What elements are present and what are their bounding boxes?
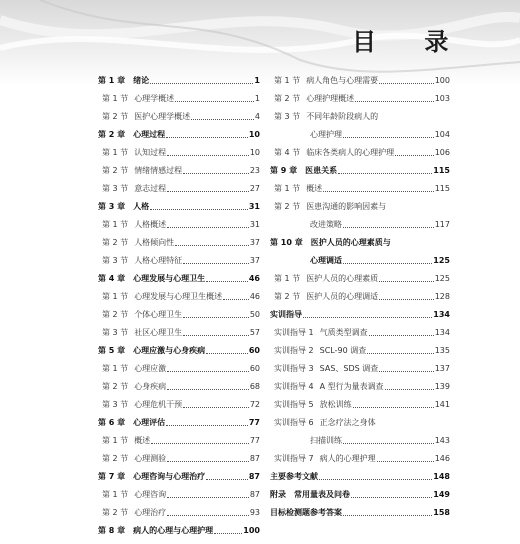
toc-entry-number: 第 3 节 bbox=[102, 328, 129, 337]
toc-entry-title: 医患沟通的影响因素与 bbox=[306, 202, 387, 211]
toc-entry-number: 第 2 节 bbox=[102, 166, 129, 175]
toc-entry-page: 4 bbox=[254, 112, 260, 121]
toc-entry bbox=[98, 436, 260, 454]
dot-leader bbox=[303, 310, 432, 318]
toc-entry-number: 第 5 章 bbox=[98, 346, 126, 355]
toc-entry-title: 情绪情感过程 bbox=[134, 166, 183, 175]
dot-leader bbox=[167, 490, 249, 498]
toc-entry-page: 87 bbox=[249, 454, 260, 463]
toc-entry-title: 医患关系 bbox=[305, 166, 338, 175]
toc-entry-title: 医护人员的心理调适 bbox=[306, 292, 379, 301]
toc-entry-number: 实训指导 1 bbox=[274, 328, 314, 337]
toc-entry-number: 第 3 节 bbox=[102, 256, 129, 265]
toc-entry-number: 第 3 节 bbox=[102, 400, 129, 409]
toc-entry-page: 37 bbox=[249, 256, 260, 265]
toc-entry-title: 心理发展与心理卫生 bbox=[133, 274, 206, 283]
toc-entry-page: 60 bbox=[248, 346, 260, 355]
toc-entry bbox=[270, 490, 450, 508]
toc-entry-title: 认知过程 bbox=[134, 148, 167, 157]
toc-entry bbox=[270, 346, 450, 364]
toc-entry-title: 放松训练 bbox=[319, 400, 352, 409]
toc-entry-number: 第 1 节 bbox=[274, 76, 301, 85]
dot-leader bbox=[151, 436, 249, 444]
toc-entry-number: 实训指导 5 bbox=[274, 400, 314, 409]
toc-entry bbox=[270, 94, 450, 112]
toc-entry-page: 72 bbox=[249, 400, 260, 409]
dot-leader bbox=[150, 202, 248, 210]
toc-entry-title: 医护人员的心理素质 bbox=[306, 274, 379, 283]
toc-entry-title: 病人的心理与心理护理 bbox=[133, 526, 214, 535]
toc-entry-title: SCL-90 调查 bbox=[319, 346, 367, 355]
dot-leader bbox=[395, 148, 434, 156]
toc-entry bbox=[270, 292, 450, 310]
toc-entry-title: 心理发展与心理卫生概述 bbox=[134, 292, 223, 301]
toc-entry-page: 23 bbox=[249, 166, 260, 175]
toc-entry-page: 125 bbox=[434, 274, 450, 283]
toc-entry bbox=[98, 274, 260, 292]
toc-entry-page: 1 bbox=[254, 76, 260, 85]
toc-entry-title: 人格概述 bbox=[134, 220, 167, 229]
toc-entry-title: 心理护理概述 bbox=[306, 94, 355, 103]
dot-leader bbox=[167, 364, 249, 372]
toc-entry-page: 158 bbox=[433, 508, 450, 517]
toc-entry-number: 第 1 节 bbox=[274, 184, 301, 193]
toc-entry-page: 68 bbox=[249, 382, 260, 391]
toc-entry bbox=[98, 112, 260, 130]
dot-leader bbox=[167, 382, 249, 390]
toc-entry bbox=[98, 292, 260, 310]
dot-leader bbox=[351, 490, 432, 498]
toc-entry-page: 10 bbox=[248, 130, 260, 139]
toc-entry-number: 第 1 节 bbox=[102, 148, 129, 157]
dot-leader bbox=[206, 472, 248, 480]
toc-entry-title: 心理咨询与心理治疗 bbox=[133, 472, 206, 481]
toc-entry-page: 125 bbox=[433, 256, 450, 265]
toc-entry-page: 139 bbox=[434, 382, 450, 391]
dot-leader bbox=[183, 400, 249, 408]
toc-entry-title: 心理治疗 bbox=[134, 508, 167, 517]
toc-entry-page: 141 bbox=[434, 400, 450, 409]
toc-entry-number: 第 1 节 bbox=[102, 94, 129, 103]
toc-entry-number: 实训指导 3 bbox=[274, 364, 314, 373]
toc-entry-title: 扫描训练 bbox=[310, 436, 342, 445]
toc-entry-number: 实训指导 2 bbox=[274, 346, 314, 355]
dot-leader bbox=[353, 400, 434, 408]
toc-entry-title: 心理咨询 bbox=[134, 490, 167, 499]
toc-entry-number: 第 3 章 bbox=[98, 202, 126, 211]
toc-entry-page: 46 bbox=[248, 274, 260, 283]
toc-entry-title: 心理应激 bbox=[134, 364, 167, 373]
toc-entry-title: 意志过程 bbox=[134, 184, 167, 193]
toc-entry bbox=[98, 400, 260, 418]
toc-entry-page: 60 bbox=[249, 364, 260, 373]
dot-leader bbox=[166, 418, 248, 426]
toc-entry bbox=[98, 508, 260, 526]
toc-entry bbox=[98, 184, 260, 202]
dot-leader bbox=[319, 472, 432, 480]
dot-leader bbox=[379, 292, 434, 300]
dot-leader bbox=[206, 274, 248, 282]
toc-entry-title: 个体心理卫生 bbox=[134, 310, 183, 319]
toc-entry-number: 附录 bbox=[270, 490, 286, 499]
toc-entry-number: 第 2 节 bbox=[102, 454, 129, 463]
toc-entry-title: 心身疾病 bbox=[134, 382, 167, 391]
dot-leader bbox=[175, 238, 249, 246]
page-title: 目 录 bbox=[352, 28, 469, 56]
toc-entry-page: 134 bbox=[434, 328, 450, 337]
toc-entry-title: 心理应激与心身疾病 bbox=[133, 346, 206, 355]
toc-entry-page: 31 bbox=[249, 220, 260, 229]
toc-entry-number: 第 2 节 bbox=[274, 292, 301, 301]
dot-leader bbox=[343, 508, 432, 516]
toc-entry-title: 人格倾向性 bbox=[134, 238, 175, 247]
toc-entry bbox=[270, 400, 450, 418]
toc-entry-number: 实训指导 7 bbox=[274, 454, 314, 463]
toc-entry-page: 103 bbox=[434, 94, 450, 103]
dot-leader bbox=[338, 166, 432, 174]
dot-leader bbox=[377, 454, 434, 462]
toc-entry-page: 143 bbox=[434, 436, 450, 445]
toc-entry-title: 目标检测题参考答案 bbox=[270, 508, 342, 517]
toc-entry bbox=[98, 490, 260, 508]
toc-entry bbox=[98, 76, 260, 94]
toc-entry-page: 93 bbox=[249, 508, 260, 517]
toc-entry-title: 主要参考文献 bbox=[270, 472, 318, 481]
toc-entry bbox=[270, 328, 450, 346]
toc-entry-number: 第 3 节 bbox=[274, 112, 301, 121]
toc-entry bbox=[98, 94, 260, 112]
toc-entry-title: 社区心理卫生 bbox=[134, 328, 183, 337]
toc-entry bbox=[98, 166, 260, 184]
toc-entry-number: 第 6 章 bbox=[98, 418, 126, 427]
toc-entry-title: 不同年龄阶段病人的 bbox=[306, 112, 379, 121]
dot-leader bbox=[166, 130, 248, 138]
toc-entry bbox=[270, 418, 450, 436]
dot-leader bbox=[183, 166, 249, 174]
toc-entry-number: 第 3 节 bbox=[102, 184, 129, 193]
toc-entry-title: 心理过程 bbox=[133, 130, 166, 139]
toc-entry-title: 绪论 bbox=[133, 76, 150, 85]
toc-entry-title: 改进策略 bbox=[310, 220, 342, 229]
toc-entry bbox=[270, 238, 450, 256]
dot-leader bbox=[167, 220, 249, 228]
toc-column-left bbox=[98, 76, 260, 544]
dot-leader bbox=[367, 346, 433, 354]
toc-entry-number: 第 1 节 bbox=[102, 364, 129, 373]
dot-leader bbox=[175, 94, 254, 102]
toc-entry-page: 87 bbox=[249, 490, 260, 499]
toc-entry-number: 第 1 节 bbox=[102, 436, 129, 445]
toc-entry-page: 117 bbox=[434, 220, 450, 229]
toc-entry-page: 31 bbox=[248, 202, 260, 211]
toc-entry-page: 77 bbox=[248, 418, 260, 427]
toc-entry bbox=[270, 436, 450, 454]
toc-entry-number: 第 8 章 bbox=[98, 526, 126, 535]
toc-entry-number: 第 2 节 bbox=[102, 238, 129, 247]
toc-entry-number: 第 2 节 bbox=[102, 112, 129, 121]
toc-entry-number: 第 4 节 bbox=[274, 148, 301, 157]
toc-entry-number: 第 2 节 bbox=[102, 310, 129, 319]
toc-entry-title: 正念疗法之身体 bbox=[319, 418, 376, 427]
toc-entry-page: 106 bbox=[434, 148, 450, 157]
toc-entry bbox=[270, 454, 450, 472]
toc-entry bbox=[98, 454, 260, 472]
toc-entry bbox=[98, 328, 260, 346]
toc-entry bbox=[98, 310, 260, 328]
toc-entry bbox=[98, 364, 260, 382]
dot-leader bbox=[183, 256, 249, 264]
toc-entry-number: 第 2 章 bbox=[98, 130, 126, 139]
toc-entry bbox=[98, 418, 260, 436]
toc-entry bbox=[98, 382, 260, 400]
toc-entry bbox=[270, 310, 450, 328]
toc-entry-page: 148 bbox=[433, 472, 450, 481]
toc-entry-title: 病人角色与心理需要 bbox=[306, 76, 379, 85]
dot-leader bbox=[369, 328, 434, 336]
toc-entry-page: 10 bbox=[249, 148, 260, 157]
toc-entry-page: 146 bbox=[434, 454, 450, 463]
toc-entry-title: 常用量表及问卷 bbox=[294, 490, 350, 499]
toc-entry bbox=[270, 508, 450, 526]
dot-leader bbox=[206, 346, 248, 354]
toc-entry bbox=[98, 148, 260, 166]
toc-entry-page: 104 bbox=[434, 130, 450, 139]
toc-entry bbox=[270, 382, 450, 400]
toc-entry-number: 第 2 节 bbox=[102, 508, 129, 517]
toc-entry-title: A 型行为量表调查 bbox=[319, 382, 384, 391]
toc-entry-number: 第 2 节 bbox=[102, 382, 129, 391]
toc-entry-page: 115 bbox=[434, 184, 450, 193]
toc-entry-title: SAS、SDS 调查 bbox=[319, 364, 379, 373]
dot-leader bbox=[214, 526, 242, 534]
toc-entry-number: 实训指导 6 bbox=[274, 418, 314, 427]
toc-entry-number: 第 1 章 bbox=[98, 76, 126, 85]
toc-entry bbox=[270, 256, 450, 274]
dot-leader bbox=[167, 508, 249, 516]
toc-entry-page: 57 bbox=[249, 328, 260, 337]
toc-entry bbox=[270, 112, 450, 130]
toc-entry-number: 第 1 节 bbox=[102, 220, 129, 229]
toc-entry-title: 心理危机干预 bbox=[134, 400, 183, 409]
dot-leader bbox=[343, 256, 432, 264]
dot-leader bbox=[379, 364, 433, 372]
dot-leader bbox=[150, 76, 253, 84]
toc-entry-title: 医护心理学概述 bbox=[134, 112, 191, 121]
toc-entry-title: 医护人员的心理素质与 bbox=[310, 238, 391, 247]
toc-entry-title: 心理测验 bbox=[134, 454, 167, 463]
dot-leader bbox=[343, 436, 434, 444]
dot-leader bbox=[223, 292, 249, 300]
toc-entry bbox=[98, 202, 260, 220]
toc-entry bbox=[270, 274, 450, 292]
toc-entry bbox=[270, 166, 450, 184]
toc-entry-page: 137 bbox=[434, 364, 450, 373]
toc-entry-title: 人格心理特征 bbox=[134, 256, 183, 265]
toc-entry-title: 心理护理 bbox=[310, 130, 342, 139]
dot-leader bbox=[385, 382, 434, 390]
toc-entry-number: 第 2 节 bbox=[274, 94, 301, 103]
toc-entry-page: 115 bbox=[433, 166, 450, 175]
toc-entry-title: 概述 bbox=[134, 436, 151, 445]
toc-entry bbox=[270, 220, 450, 238]
toc-entry-title: 心理调适 bbox=[310, 256, 342, 265]
toc-entry-title: 病人的心理护理 bbox=[319, 454, 376, 463]
toc-entry-page: 149 bbox=[433, 490, 450, 499]
toc-entry-number: 第 2 节 bbox=[274, 202, 301, 211]
toc-entry-page: 46 bbox=[249, 292, 260, 301]
toc-entry-number: 第 1 节 bbox=[274, 274, 301, 283]
toc-entry bbox=[98, 526, 260, 544]
toc-entry-page: 100 bbox=[243, 526, 260, 535]
toc-entry-title: 心理评估 bbox=[133, 418, 166, 427]
toc-entry bbox=[98, 238, 260, 256]
dot-leader bbox=[379, 76, 434, 84]
toc-entry-page: 135 bbox=[434, 346, 450, 355]
toc-entry bbox=[270, 472, 450, 490]
toc-entry-page: 87 bbox=[248, 472, 260, 481]
toc-entry-page: 134 bbox=[433, 310, 450, 319]
dot-leader bbox=[355, 94, 434, 102]
toc-entry-number: 第 1 节 bbox=[102, 490, 129, 499]
toc-entry bbox=[270, 184, 450, 202]
toc-entry-number: 实训指导 4 bbox=[274, 382, 314, 391]
dot-leader bbox=[167, 184, 249, 192]
toc-entry-number: 第 10 章 bbox=[270, 238, 303, 247]
dot-leader bbox=[183, 310, 249, 318]
toc-entry-title: 气质类型调查 bbox=[319, 328, 368, 337]
dot-leader bbox=[323, 184, 434, 192]
toc-entry-number: 第 4 章 bbox=[98, 274, 126, 283]
toc-entry-title: 临床各类病人的心理护理 bbox=[306, 148, 395, 157]
toc-entry-number: 第 9 章 bbox=[270, 166, 298, 175]
toc-entry bbox=[270, 130, 450, 148]
toc-entry bbox=[98, 130, 260, 148]
toc-entry-page: 128 bbox=[434, 292, 450, 301]
dot-leader bbox=[191, 112, 254, 120]
toc-entry-number: 第 7 章 bbox=[98, 472, 126, 481]
dot-leader bbox=[167, 148, 249, 156]
toc-entry bbox=[98, 220, 260, 238]
dot-leader bbox=[343, 130, 434, 138]
toc-entry-page: 1 bbox=[254, 94, 260, 103]
toc-entry-title: 概述 bbox=[306, 184, 323, 193]
toc-entry bbox=[270, 76, 450, 94]
toc-entry-title: 心理学概述 bbox=[134, 94, 175, 103]
toc-entry-page: 50 bbox=[249, 310, 260, 319]
toc-entry bbox=[98, 346, 260, 364]
toc-column-right bbox=[270, 76, 450, 526]
dot-leader bbox=[379, 274, 434, 282]
toc-entry-title: 人格 bbox=[133, 202, 150, 211]
toc-entry-page: 77 bbox=[249, 436, 260, 445]
toc-entry bbox=[270, 202, 450, 220]
toc-entry-title: 实训指导 bbox=[270, 310, 302, 319]
dot-leader bbox=[343, 220, 434, 228]
toc-entry bbox=[270, 148, 450, 166]
toc-entry-page: 37 bbox=[249, 238, 260, 247]
toc-entry bbox=[270, 364, 450, 382]
toc-entry bbox=[98, 472, 260, 490]
toc-entry-page: 27 bbox=[249, 184, 260, 193]
toc-entry bbox=[98, 256, 260, 274]
toc-entry-number: 第 1 节 bbox=[102, 292, 129, 301]
toc-entry-page: 100 bbox=[434, 76, 450, 85]
dot-leader bbox=[183, 328, 249, 336]
dot-leader bbox=[167, 454, 249, 462]
